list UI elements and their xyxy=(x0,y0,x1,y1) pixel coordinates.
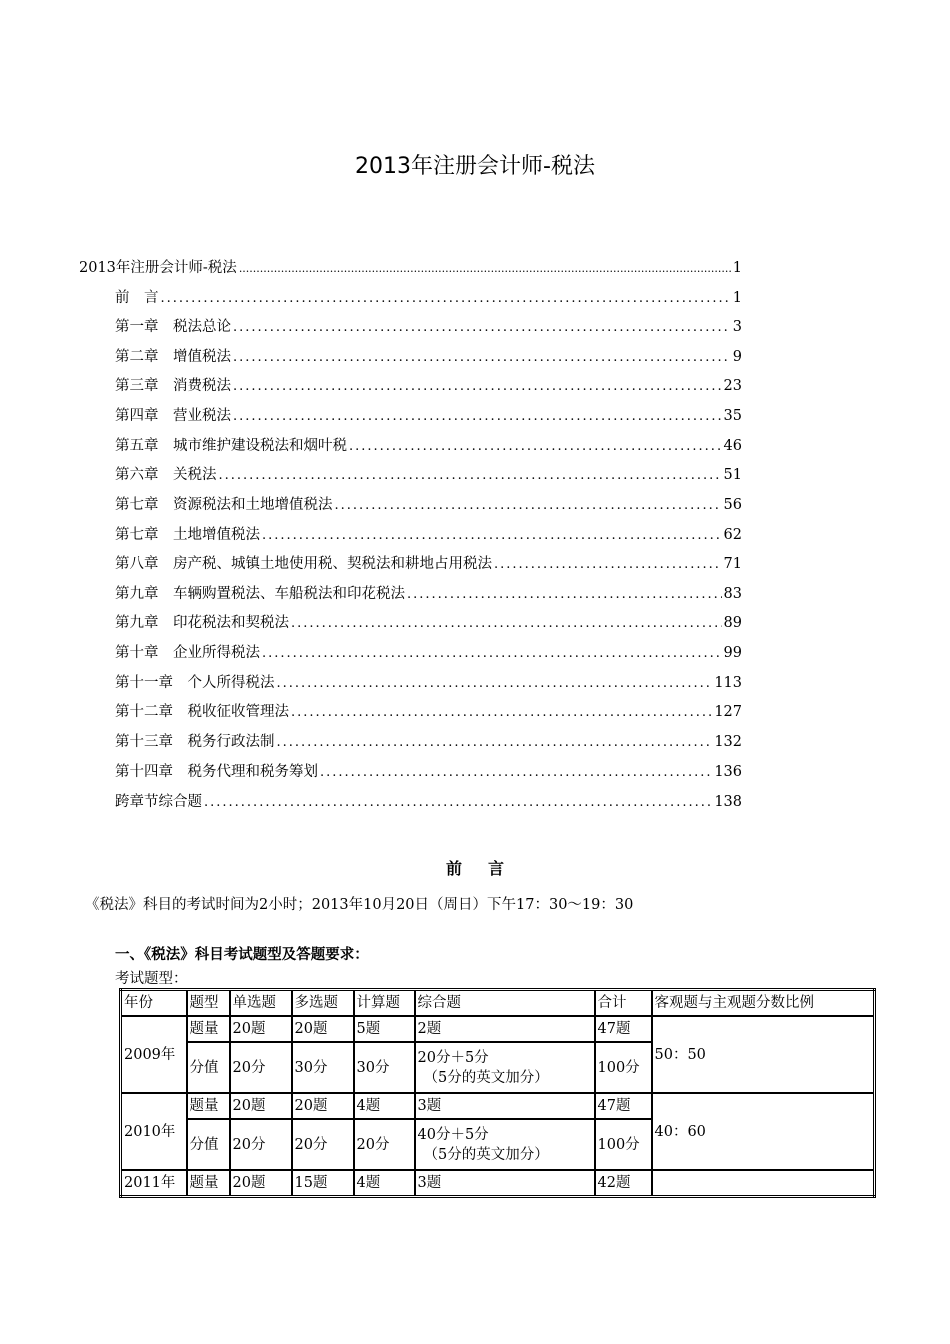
exam-time-text: 《税法》科目的考试时间为2小时；2013年10月20日（周日）下午17：30～19：30 xyxy=(85,897,634,913)
toc-entry[interactable] xyxy=(115,523,742,544)
exam-format-table xyxy=(119,988,876,1198)
table-cell: 4题 xyxy=(354,1170,415,1197)
toc-entry-page: 9 xyxy=(732,349,742,365)
toc-entry[interactable] xyxy=(115,641,742,662)
table-cell: 100分 xyxy=(595,1042,652,1093)
header-cell: 合计 xyxy=(595,990,652,1017)
toc-entry-page: 62 xyxy=(723,527,742,543)
toc-entry-label: 第五章 城市维护建设税法和烟叶税 xyxy=(115,438,347,454)
toc-entry[interactable] xyxy=(115,671,742,692)
table-cell: 30分 xyxy=(354,1042,415,1093)
preface-heading: 前言 xyxy=(445,859,530,878)
section-heading: 一、《税法》科目考试题型及答题要求： xyxy=(115,946,369,963)
table-cell: 3题 xyxy=(415,1093,595,1119)
score-value: 20分＋5分 xyxy=(417,1049,489,1066)
toc-entry-label: 第六章 关税法 xyxy=(115,467,217,483)
toc-entry[interactable] xyxy=(115,315,742,336)
toc-entry-label: 第四章 营业税法 xyxy=(115,408,231,424)
toc-entry[interactable] xyxy=(115,611,742,632)
year-cell: 2010年 xyxy=(121,1093,187,1170)
header-cell: 单选题 xyxy=(230,990,292,1017)
table-cell: 题量 xyxy=(187,1093,230,1119)
toc-entry-page: 3 xyxy=(732,319,742,335)
table-cell: 题量 xyxy=(187,1016,230,1042)
toc-entry-label: 第三章 消费税法 xyxy=(115,378,231,394)
table-cell: 20题 xyxy=(292,1016,354,1042)
ratio-cell: 50：50 xyxy=(652,1016,875,1093)
table-cell: 15题 xyxy=(292,1170,354,1197)
table-row xyxy=(121,1093,875,1119)
toc-entry-page: 23 xyxy=(723,378,742,394)
table-cell: 分值 xyxy=(187,1042,230,1093)
toc-entry-page: 89 xyxy=(723,615,742,631)
toc-entry-label: 第七章 土地增值税法 xyxy=(115,527,260,543)
toc-entry-label: 第十章 企业所得税法 xyxy=(115,645,260,661)
toc-entry-label: 第八章 房产税、城镇土地使用税、契税法和耕地占用税法 xyxy=(115,556,492,572)
table-cell: 20分 xyxy=(230,1042,292,1093)
toc-entry-label: 第七章 资源税法和土地增值税法 xyxy=(115,497,333,513)
toc-entry[interactable] xyxy=(115,760,742,781)
ratio-cell: 40：60 xyxy=(652,1093,875,1170)
score-note: （5分的英文加分） xyxy=(423,1146,549,1163)
toc-entry-page: 51 xyxy=(723,467,742,483)
header-cell: 计算题 xyxy=(354,990,415,1017)
table-cell xyxy=(415,1119,595,1170)
toc-entry[interactable] xyxy=(79,256,742,277)
toc-entry-label: 第九章 车辆购置税法、车船税法和印花税法 xyxy=(115,586,405,602)
header-cell: 多选题 xyxy=(292,990,354,1017)
toc-entry[interactable] xyxy=(115,345,742,366)
toc-entry[interactable] xyxy=(115,434,742,455)
toc-entry[interactable] xyxy=(115,730,742,751)
toc-entry-label: 第十一章 个人所得税法 xyxy=(115,675,275,691)
table-cell: 20题 xyxy=(230,1016,292,1042)
toc-entry-page: 46 xyxy=(723,438,742,454)
header-cell: 客观题与主观题分数比例 xyxy=(652,990,875,1017)
table-cell xyxy=(415,1042,595,1093)
toc-entry-page: 1 xyxy=(732,260,742,276)
toc-entry-label: 第十四章 税务代理和税务筹划 xyxy=(115,764,318,780)
year-cell: 2011年 xyxy=(121,1170,187,1197)
toc-entry[interactable] xyxy=(115,790,742,811)
toc-entry[interactable] xyxy=(115,700,742,721)
toc-entry-page: 71 xyxy=(723,556,742,572)
ratio-cell xyxy=(652,1170,875,1197)
toc-entry-label: 跨章节综合题 xyxy=(115,794,202,810)
year-cell: 2009年 xyxy=(121,1016,187,1093)
table-cell: 20题 xyxy=(230,1170,292,1197)
table-cell: 20题 xyxy=(230,1093,292,1119)
score-value: 40分＋5分 xyxy=(417,1126,489,1143)
table-cell: 3题 xyxy=(415,1170,595,1197)
toc-entry[interactable] xyxy=(115,582,742,603)
toc-entry-page: 56 xyxy=(723,497,742,513)
toc-entry-page: 136 xyxy=(714,764,742,780)
table-cell: 4题 xyxy=(354,1093,415,1119)
header-cell: 题型 xyxy=(187,990,230,1017)
table-cell: 30分 xyxy=(292,1042,354,1093)
table-cell: 20题 xyxy=(292,1093,354,1119)
toc-entry[interactable] xyxy=(115,374,742,395)
toc-entry-label: 第十二章 税收征收管理法 xyxy=(115,704,289,720)
toc-entry[interactable] xyxy=(115,463,742,484)
table-cell: 5题 xyxy=(354,1016,415,1042)
toc-entry[interactable] xyxy=(115,493,742,514)
toc-entry-label: 2013年注册会计师-税法 xyxy=(79,260,237,276)
toc-entry-label: 第九章 印花税法和契税法 xyxy=(115,615,289,631)
toc-entry-page: 113 xyxy=(714,675,742,691)
table-cell: 分值 xyxy=(187,1119,230,1170)
score-note: （5分的英文加分） xyxy=(423,1069,549,1086)
table-cell: 100分 xyxy=(595,1119,652,1170)
table-cell: 20分 xyxy=(354,1119,415,1170)
toc-entry-page: 1 xyxy=(732,290,742,306)
toc-entry-label: 第十三章 税务行政法制 xyxy=(115,734,275,750)
toc-entry-page: 35 xyxy=(723,408,742,424)
document-title: 2013年注册会计师-税法 xyxy=(355,154,595,179)
toc-entry-label: 第一章 税法总论 xyxy=(115,319,231,335)
toc-entry-label: 前 言 xyxy=(115,290,159,306)
toc-entry[interactable] xyxy=(115,286,742,307)
table-cell: 47题 xyxy=(595,1016,652,1042)
table-header-row xyxy=(121,990,875,1017)
toc-entry[interactable] xyxy=(115,404,742,425)
toc-entry-page: 132 xyxy=(714,734,742,750)
toc-entry[interactable] xyxy=(115,552,742,573)
toc-entry-page: 83 xyxy=(723,586,742,602)
table-cell: 20分 xyxy=(292,1119,354,1170)
question-types-label: 考试题型： xyxy=(115,971,188,987)
table-cell: 题量 xyxy=(187,1170,230,1197)
table-cell: 47题 xyxy=(595,1093,652,1119)
header-cell: 年份 xyxy=(121,990,187,1017)
table-cell: 20分 xyxy=(230,1119,292,1170)
toc-entry-page: 138 xyxy=(714,794,742,810)
toc-entry-page: 99 xyxy=(723,645,742,661)
table-cell: 2题 xyxy=(415,1016,595,1042)
table-cell: 42题 xyxy=(595,1170,652,1197)
toc-entry-label: 第二章 增值税法 xyxy=(115,349,231,365)
header-cell: 综合题 xyxy=(415,990,595,1017)
table-row xyxy=(121,1170,875,1197)
table-row xyxy=(121,1016,875,1042)
toc-entry-page: 127 xyxy=(714,704,742,720)
